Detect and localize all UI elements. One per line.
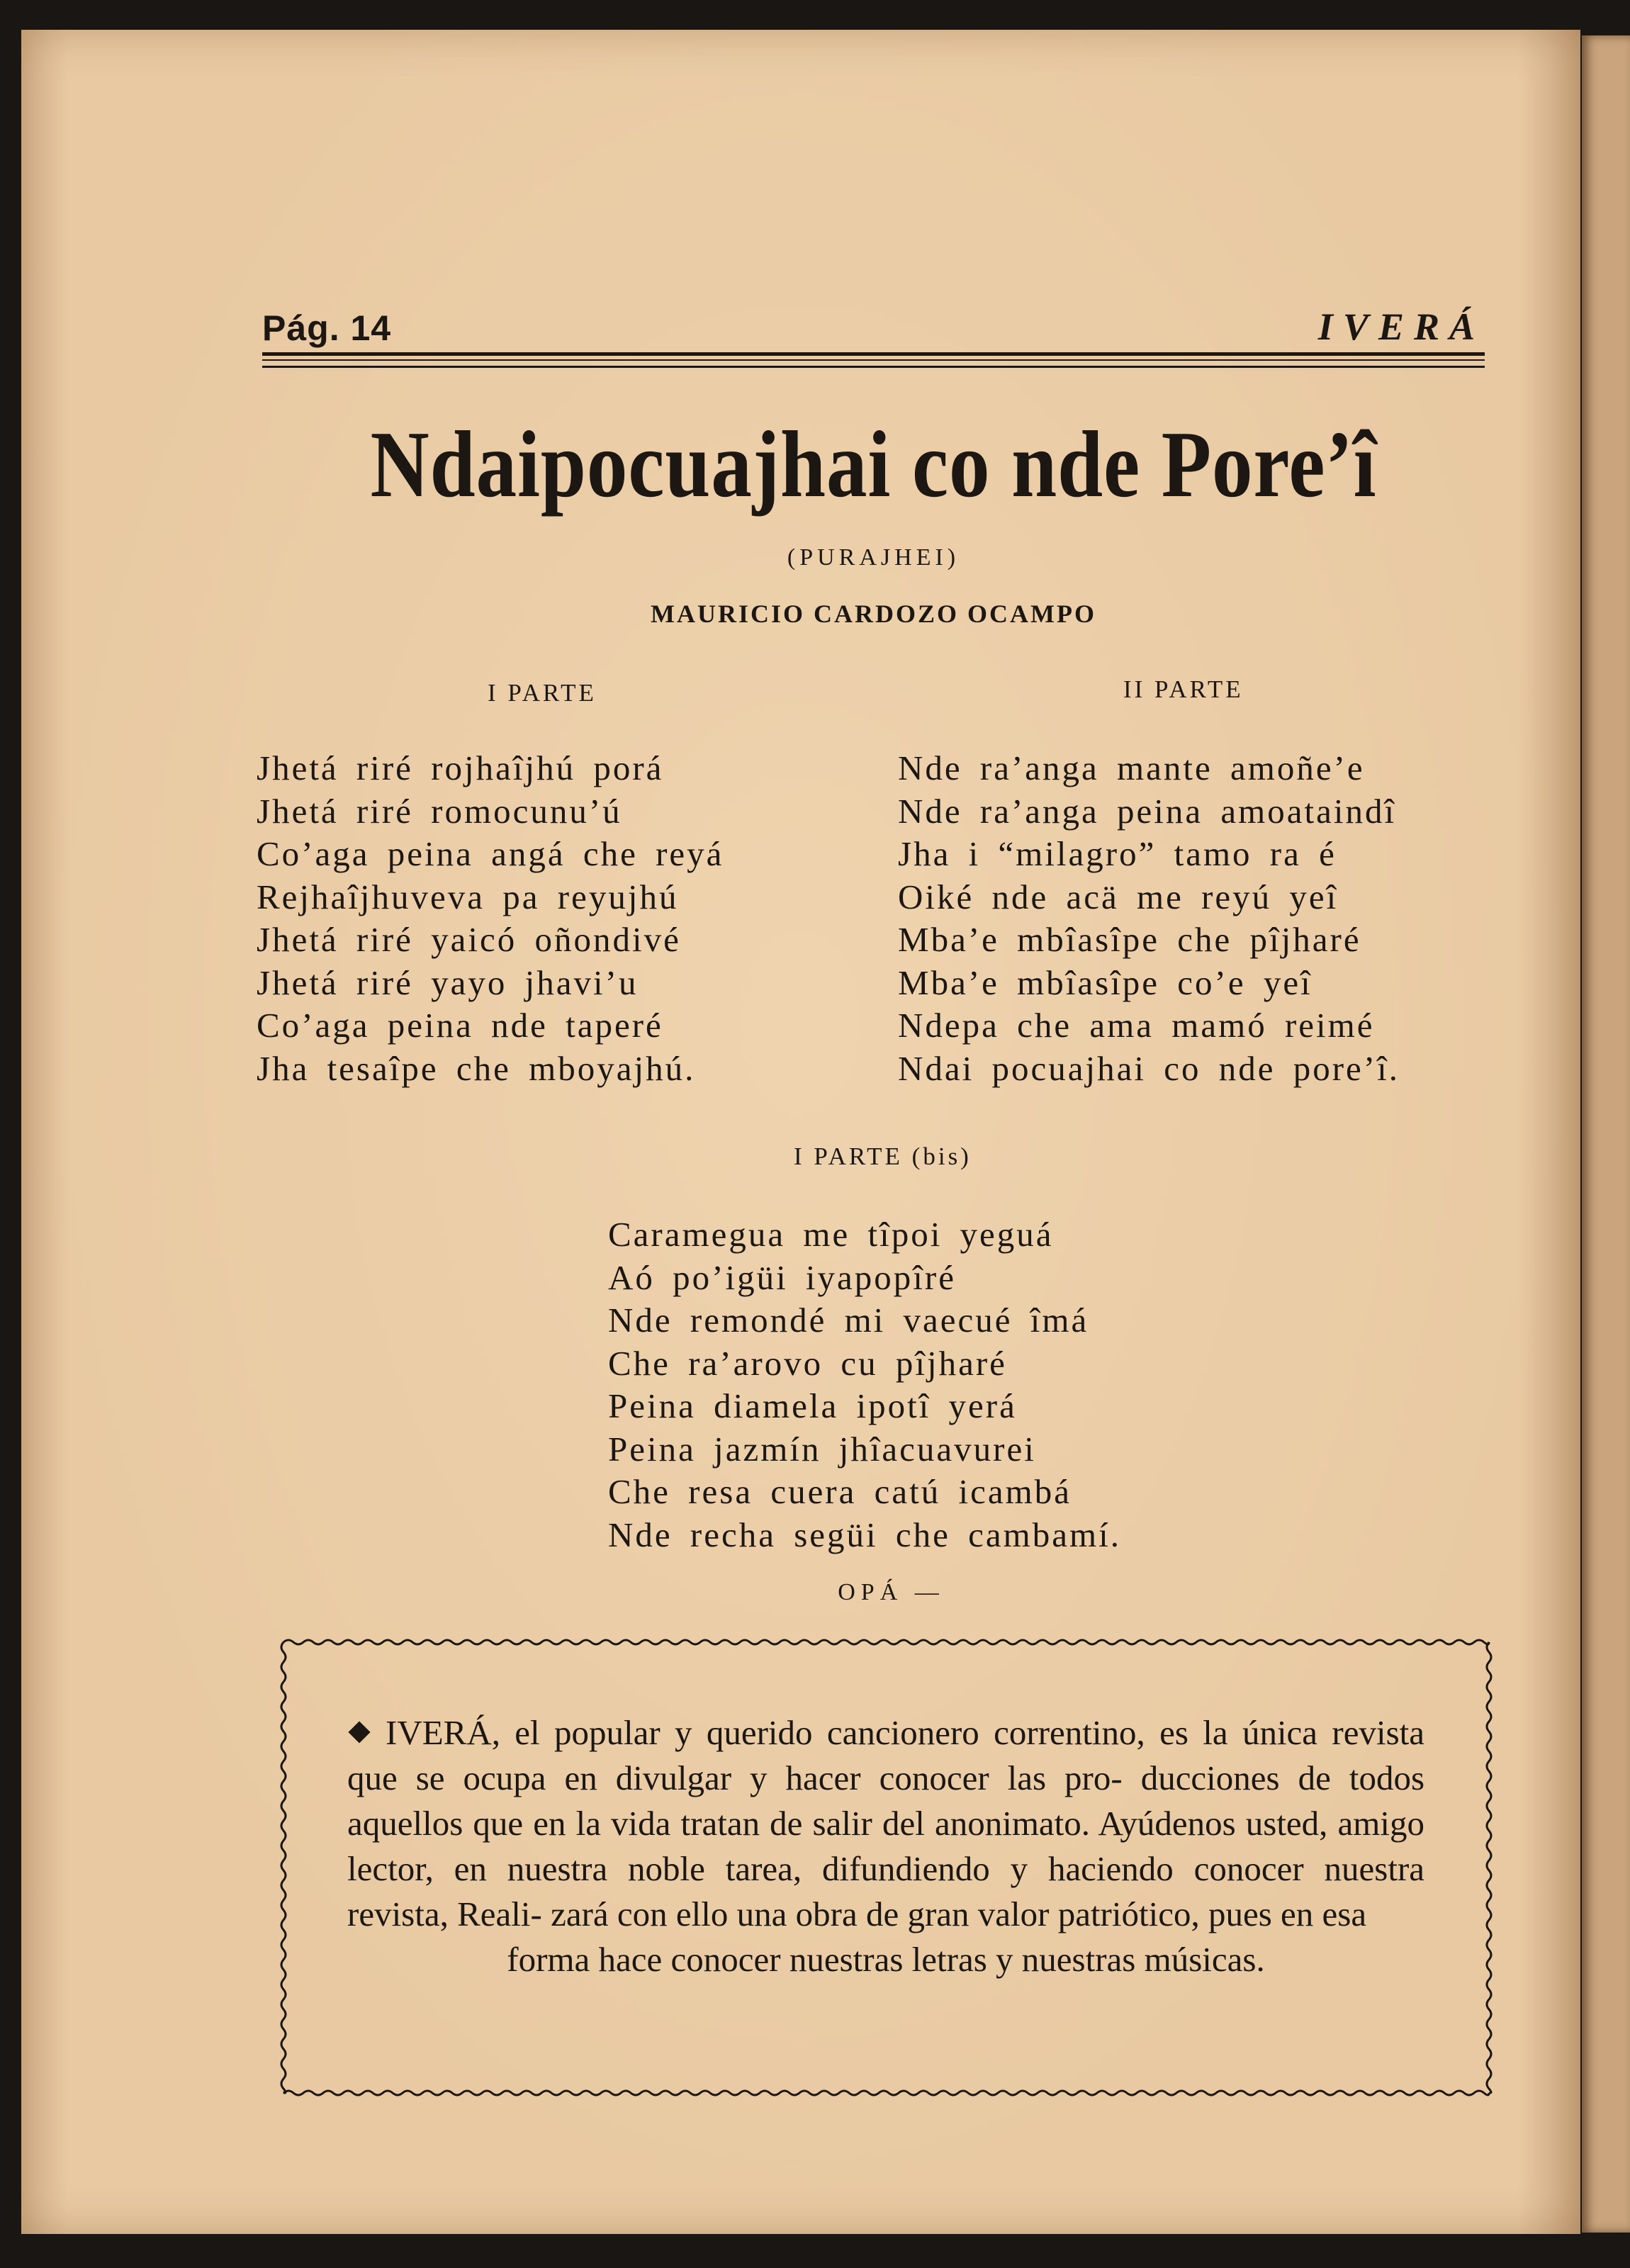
diamond-bullet-icon: [348, 1721, 370, 1743]
part2-verse: [898, 747, 1400, 1090]
magazine-name: IVERÁ: [1317, 305, 1485, 348]
notice-box: [275, 1634, 1497, 2101]
verse-line: Caramegua me tîpoi yeguá: [608, 1215, 1054, 1254]
notice-line: tarea, difundiendo y haciendo conocer nuestra revista, Reali-: [347, 1849, 1425, 1933]
verse-line: Mba’e mbîasîpe che pîjharé: [898, 920, 1361, 959]
closing-mark: OPÁ —: [838, 1579, 945, 1605]
verse-line: Mba’e mbîasîpe co’e yeî: [898, 962, 1313, 1002]
verse-line: Nde ra’anga mante amoñe’e: [898, 748, 1365, 787]
page-header: [262, 298, 1485, 354]
notice-line: forma hace conocer nuestras letras y nuestras músicas.: [507, 1940, 1265, 1979]
verse-line: Ndai pocuajhai co nde pore’î.: [898, 1048, 1400, 1088]
verse-line: Che resa cuera catú icambá: [608, 1472, 1072, 1511]
verse-line: Ndepa che ama mamó reimé: [898, 1006, 1375, 1045]
notice-line: zará con ello una obra de gran valor patriótico, pues en esa: [551, 1894, 1367, 1933]
notice-line: anonimato. Ayúdenos usted, amigo lector, en nuestra noble: [347, 1804, 1425, 1888]
verse-line: Oiké nde acä me reyú yeî: [898, 877, 1339, 916]
verse-line: Co’aga peina nde taperé: [257, 1006, 663, 1045]
verse-line: Peina jazmín jhîacuavurei: [608, 1429, 1036, 1469]
part1-heading: I PARTE: [488, 679, 597, 707]
verse-line: Nde ra’anga peina amoataindî: [898, 791, 1397, 831]
verse-line: Peina diamela ipotî yerá: [608, 1386, 1017, 1425]
verse-line: Aó po’igüi iyapopîré: [608, 1257, 956, 1297]
verse-line: Nde recha següi che cambamí.: [608, 1515, 1121, 1554]
verse-line: Co’aga peina angá che reyá: [257, 834, 724, 873]
song-genre: (PURAJHEI): [787, 544, 960, 571]
verse-line: Jhetá riré yaicó oñondivé: [257, 920, 681, 959]
song-author: MAURICIO CARDOZO OCAMPO: [651, 600, 1096, 628]
part1-bis-heading: I PARTE (bis): [794, 1143, 972, 1170]
verse-line: Jhetá riré romocunu’ú: [257, 791, 622, 831]
song-title: Ndaipocuajhai co nde Pore’î: [370, 412, 1377, 517]
next-page-edge: [1582, 35, 1630, 2233]
part2-heading: II PARTE: [1123, 675, 1244, 703]
part1-bis-verse: [608, 1213, 1121, 1556]
verse-line: Rejhaîjhuveva pa reyujhú: [257, 877, 679, 916]
verse-line: Jhetá riré rojhaîjhú porá: [257, 748, 664, 787]
notice-line: única revista que se ocupa en divulgar y hacer conocer las pro-: [347, 1713, 1424, 1797]
notice-text: [347, 1710, 1424, 1982]
verse-line: Nde remondé mi vaecué îmá: [608, 1301, 1089, 1340]
notice-line: ducciones de todos aquellos que en la vida tratan de salir del: [347, 1758, 1425, 1843]
verse-line: Jha tesaîpe che mboyajhú.: [257, 1048, 696, 1088]
notice-line: IVERÁ, el popular y querido cancionero correntino, es la: [386, 1713, 1228, 1752]
verse-line: Jhetá riré yayo jhavi’u: [257, 962, 639, 1002]
page-number: Pág. 14: [262, 308, 392, 348]
part1-verse: [257, 747, 724, 1090]
verse-line: Che ra’arovo cu pîjharé: [608, 1343, 1007, 1383]
verse-line: Jha i “milagro” tamo ra é: [898, 834, 1337, 873]
header-rule: [262, 352, 1485, 368]
